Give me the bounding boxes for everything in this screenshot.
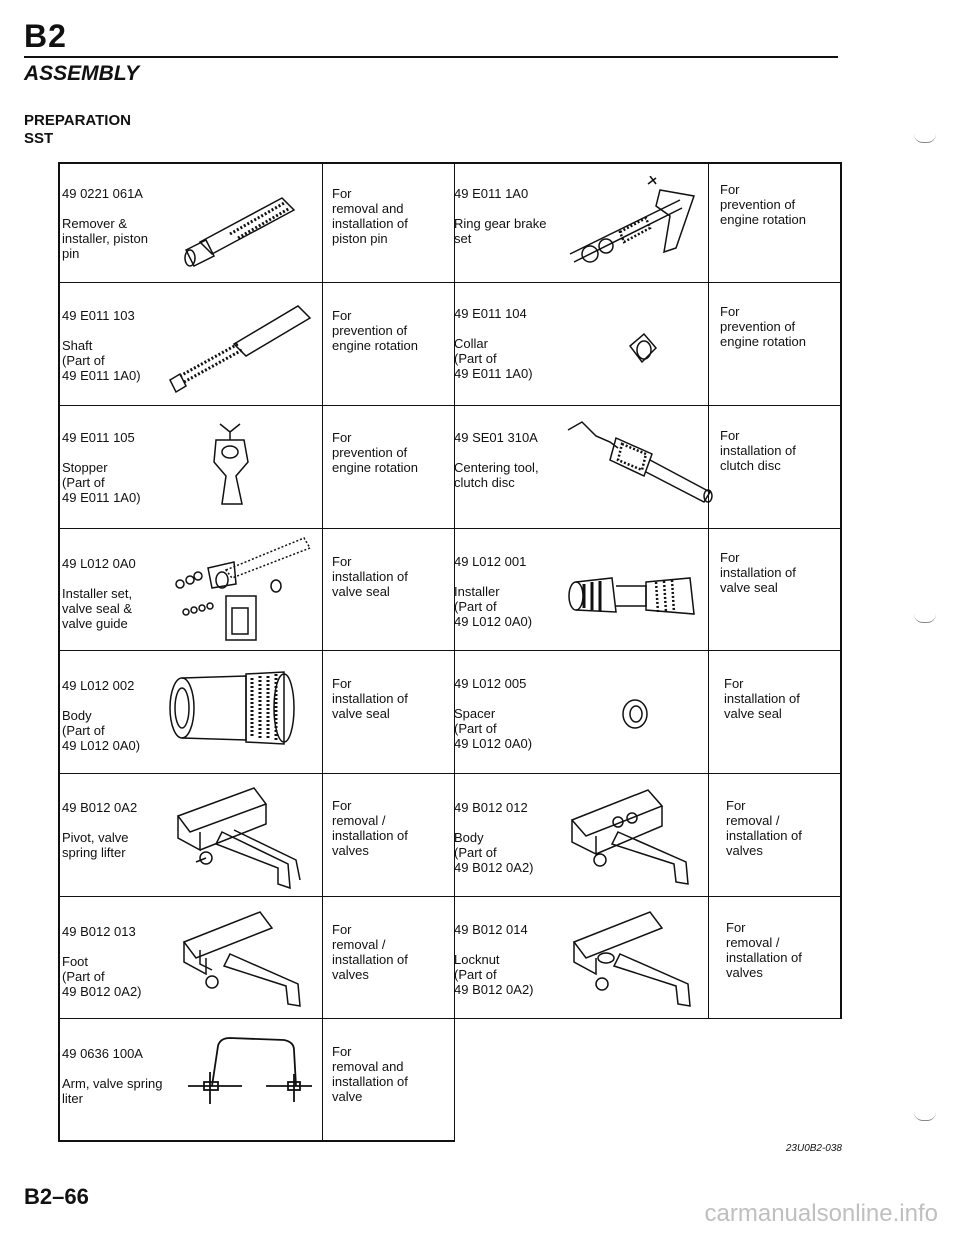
- installer-icon: [566, 572, 698, 620]
- stopper-icon: [196, 420, 266, 510]
- tool-cell: 49 L012 0A0 Installer set, valve seal & valve guide: [62, 556, 136, 631]
- tool-cell: 49 B012 0A2 Pivot, valve spring lifter: [62, 800, 138, 860]
- page-title: ASSEMBLY: [24, 62, 140, 85]
- margin-mark: [914, 614, 936, 623]
- margin-mark: [914, 1112, 936, 1121]
- tool-cell: 49 L012 002 Body (Part of 49 L012 0A0): [62, 678, 141, 753]
- tool-cell: 49 0221 061A Remover & installer, piston pin: [62, 186, 148, 261]
- header-rule: [24, 56, 838, 58]
- tool-use: For prevention of engine rotation: [720, 304, 807, 349]
- page-number: B2–66: [24, 1184, 89, 1209]
- margin-mark: [914, 134, 936, 143]
- installer-set-icon: [166, 536, 316, 652]
- tool-use: For removal / installation of valves: [726, 798, 802, 858]
- tool-cell: 49 B012 014 Locknut (Part of 49 B012 0A2): [454, 922, 534, 997]
- tool-use: For removal / installation of valves: [726, 920, 802, 980]
- tool-use: For installation of valve seal: [724, 676, 800, 721]
- tool-use: For prevention of engine rotation: [332, 308, 419, 353]
- centering-tool-icon: [560, 414, 716, 506]
- tool-use: For installation of valve seal: [332, 676, 408, 721]
- tool-cell: 49 E011 103 Shaft (Part of 49 E011 1A0): [62, 308, 141, 383]
- lifter-body-icon: [562, 784, 708, 892]
- tool-use: For removal / installation of valves: [332, 922, 408, 982]
- tool-cell: 49 B012 013 Foot (Part of 49 B012 0A2): [62, 924, 142, 999]
- section-code: B2: [24, 18, 67, 54]
- collar-icon: [626, 330, 660, 370]
- tool-cell: 49 E011 104 Collar (Part of 49 E011 1A0): [454, 306, 533, 381]
- locknut-icon: [562, 904, 708, 1014]
- tool-use: For prevention of engine rotation: [332, 430, 419, 475]
- spacer-icon: [618, 696, 652, 732]
- ring-gear-brake-icon: [560, 176, 700, 276]
- tool-use: For removal and installation of valve: [332, 1044, 408, 1104]
- tool-use: For removal / installation of valves: [332, 798, 408, 858]
- tool-cell: 49 L012 005 Spacer (Part of 49 L012 0A0): [454, 676, 533, 751]
- tool-use: For installation of clutch disc: [720, 428, 796, 473]
- lifter-foot-icon: [172, 904, 318, 1014]
- tool-cell: 49 E011 1A0 Ring gear brake set: [454, 186, 547, 246]
- subtitle-preparation: PREPARATION: [24, 112, 131, 129]
- figure-reference: 23U0B2-038: [785, 1143, 842, 1154]
- tool-cell: 49 SE01 310A Centering tool, clutch disc: [454, 430, 539, 490]
- pivot-lifter-icon: [170, 784, 310, 892]
- tool-use: For prevention of engine rotation: [720, 182, 807, 227]
- body-sleeve-icon: [164, 668, 300, 746]
- tool-cell: 49 B012 012 Body (Part of 49 B012 0A2): [454, 800, 534, 875]
- tool-use: For installation of valve seal: [332, 554, 408, 599]
- subtitle-sst: SST: [24, 130, 54, 147]
- tool-cell: 49 L012 001 Installer (Part of 49 L012 0A0): [454, 554, 533, 629]
- tool-use: For removal and installation of piston pin: [332, 186, 408, 246]
- watermark: carmanualsonline.info: [704, 1200, 938, 1227]
- tool-use: For installation of valve seal: [720, 550, 796, 595]
- tool-cell: 49 E011 105 Stopper (Part of 49 E011 1A0): [62, 430, 141, 505]
- subtitle: [24, 112, 131, 148]
- shaft-icon: [168, 298, 318, 398]
- spring-lifter-arm-icon: [184, 1032, 320, 1112]
- tool-cell: 49 0636 100A Arm, valve spring liter: [62, 1046, 163, 1106]
- piston-pin-remover-icon: [182, 176, 312, 276]
